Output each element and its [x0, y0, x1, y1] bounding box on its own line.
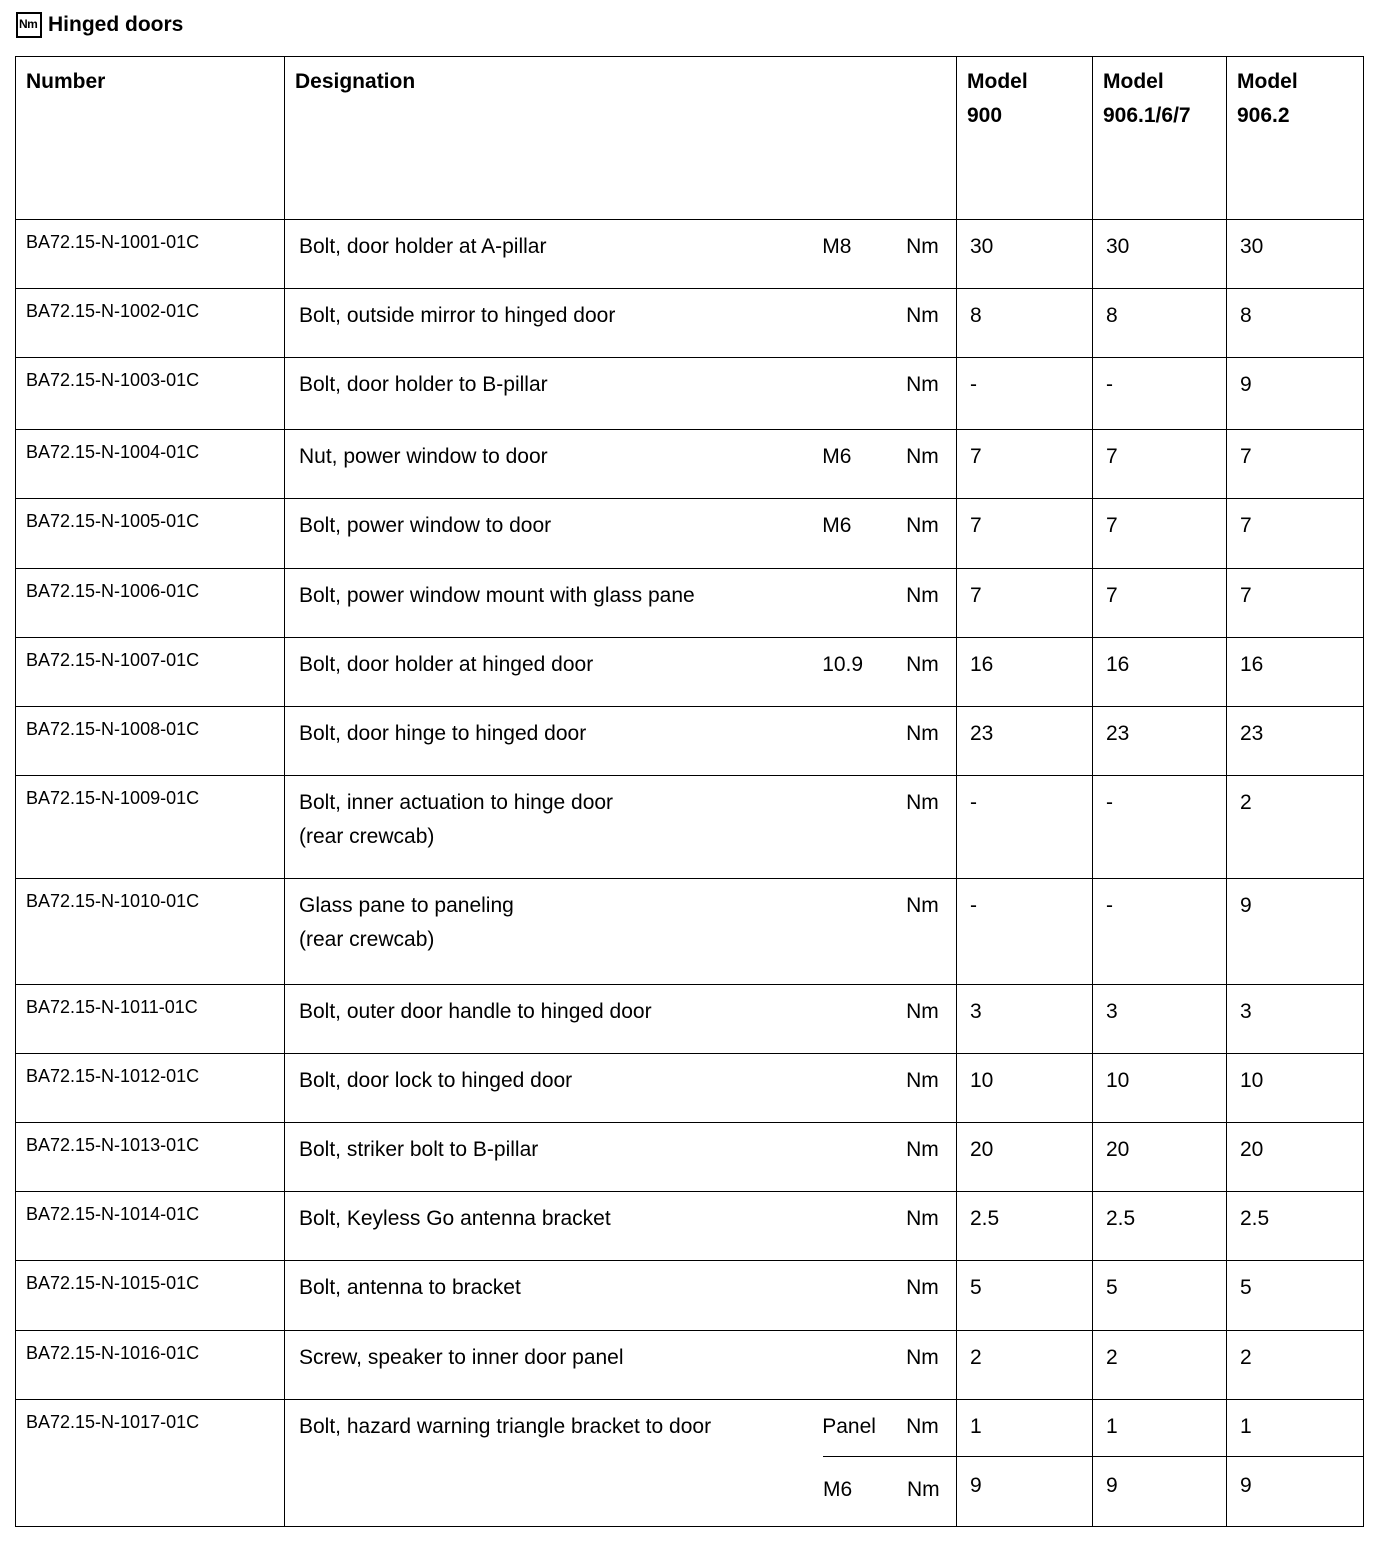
value-model-906-1-6-7: 7 — [1093, 569, 1227, 638]
designation — [285, 985, 957, 1054]
value-model-906-1-6-7: 2.5 — [1093, 1192, 1227, 1261]
part-number: BA72.15-N-1016-01C — [16, 1331, 285, 1400]
value-model-900: - — [957, 776, 1093, 879]
value-model-900: 5 — [957, 1261, 1093, 1331]
unit: Nm — [906, 235, 939, 258]
designation-text: Screw, speaker to inner door panel — [299, 1346, 624, 1369]
value-model-906-1-6-7: - — [1093, 879, 1227, 985]
designation-text: Bolt, door holder at hinged door — [299, 653, 594, 676]
designation — [285, 1331, 957, 1400]
part-number: BA72.15-N-1008-01C — [16, 707, 285, 776]
value-model-906-2: 23 — [1227, 707, 1364, 776]
unit: Nm — [906, 584, 939, 607]
designation — [285, 879, 957, 985]
designation-text: Bolt, door hinge to hinged door — [299, 722, 587, 745]
value-model-906-2: 7 — [1227, 499, 1364, 569]
table-row — [16, 289, 1364, 358]
designation-note: (rear crewcab) — [299, 825, 435, 848]
part-number: BA72.15-N-1012-01C — [16, 1054, 285, 1123]
torque-table — [15, 56, 1364, 1527]
unit: Nm — [906, 445, 939, 468]
designation — [285, 569, 957, 638]
unit: Nm — [906, 1138, 939, 1161]
table-row — [16, 638, 1364, 707]
designation-text: Bolt, power window mount with glass pane — [299, 584, 695, 607]
table-row — [16, 1400, 1364, 1527]
unit: Nm — [906, 722, 939, 745]
value-model-906-1-6-7: 8 — [1093, 289, 1227, 358]
part-number: BA72.15-N-1015-01C — [16, 1261, 285, 1331]
value-model-906-2: 9 — [1227, 879, 1364, 985]
designation — [285, 289, 957, 358]
value-model-900: 2 — [957, 1331, 1093, 1400]
table-row — [16, 707, 1364, 776]
value-model-906-1-6-7: 20 — [1093, 1123, 1227, 1192]
value-model-900: 3 — [957, 985, 1093, 1054]
table-row — [16, 985, 1364, 1054]
unit: Nm — [906, 653, 939, 676]
table-row — [16, 499, 1364, 569]
value-model-900: 23 — [957, 707, 1093, 776]
designation-text: Bolt, striker bolt to B-pillar — [299, 1138, 539, 1161]
designation — [285, 1123, 957, 1192]
value-model-906-2: 8 — [1227, 289, 1364, 358]
unit: Nm — [906, 1207, 939, 1230]
unit: Nm — [906, 1346, 939, 1369]
col-designation: Designation — [285, 57, 957, 220]
value-model-906-1-6-7: 7 — [1093, 430, 1227, 499]
thread-spec: M6 — [822, 514, 852, 537]
thread-spec: M6 — [822, 445, 852, 468]
title-text: Hinged doors — [48, 13, 184, 36]
part-number: BA72.15-N-1001-01C — [16, 220, 285, 289]
table-row — [16, 220, 1364, 289]
designation-text: Bolt, Keyless Go antenna bracket — [299, 1207, 611, 1230]
part-number: BA72.15-N-1004-01C — [16, 430, 285, 499]
value-model-906-2: 9 — [1227, 358, 1364, 430]
designation-note: (rear crewcab) — [299, 928, 435, 951]
value-model-906-2: 10 — [1227, 1054, 1364, 1123]
part-number: BA72.15-N-1003-01C — [16, 358, 285, 430]
thread-spec: M8 — [822, 235, 852, 258]
unit: Nm — [906, 1276, 939, 1299]
unit: Nm — [906, 1415, 939, 1438]
part-number: BA72.15-N-1013-01C — [16, 1123, 285, 1192]
designation — [285, 430, 957, 499]
col-number: Number — [16, 57, 285, 220]
designation — [285, 499, 957, 569]
table-row — [16, 430, 1364, 499]
value-model-906-2: 16 — [1227, 638, 1364, 707]
designation-text: Glass pane to paneling — [299, 894, 514, 917]
value-model-900: 1 9 — [957, 1400, 1093, 1527]
value-model-906-2: 2 — [1227, 1331, 1364, 1400]
table-row — [16, 879, 1364, 985]
value-model-906-2: 30 — [1227, 220, 1364, 289]
value-model-906-2: 7 — [1227, 569, 1364, 638]
col-model-906-1-6-7: Model 906.1/6/7 — [1093, 57, 1227, 220]
unit: Nm — [906, 894, 939, 917]
value-model-900: - — [957, 358, 1093, 430]
col-model-906-2: Model 906.2 — [1227, 57, 1364, 220]
table-row — [16, 1331, 1364, 1400]
designation — [285, 1192, 957, 1261]
designation-text: Bolt, door holder to B-pillar — [299, 373, 548, 396]
designation-text: Bolt, outer door handle to hinged door — [299, 1000, 652, 1023]
value-model-906-1-6-7: 7 — [1093, 499, 1227, 569]
designation — [285, 776, 957, 879]
value-model-900: 30 — [957, 220, 1093, 289]
designation-text: Bolt, hazard warning triangle bracket to door — [299, 1415, 712, 1438]
part-number: BA72.15-N-1002-01C — [16, 289, 285, 358]
unit: Nm — [906, 514, 939, 537]
table-row — [16, 1054, 1364, 1123]
value-model-900: 10 — [957, 1054, 1093, 1123]
value-model-906-1-6-7: 16 — [1093, 638, 1227, 707]
table-row — [16, 1123, 1364, 1192]
designation — [285, 220, 957, 289]
col-model-900: Model 900 — [957, 57, 1093, 220]
thread-spec: M6 — [823, 1478, 853, 1501]
value-model-906-1-6-7: 3 — [1093, 985, 1227, 1054]
part-number: BA72.15-N-1007-01C — [16, 638, 285, 707]
value-model-906-2: 2 — [1227, 776, 1364, 879]
value-model-900: 20 — [957, 1123, 1093, 1192]
designation-text: Nut, power window to door — [299, 445, 548, 468]
value-model-900: 7 — [957, 499, 1093, 569]
unit: Nm — [906, 1069, 939, 1092]
part-number: BA72.15-N-1011-01C — [16, 985, 285, 1054]
designation — [285, 1054, 957, 1123]
unit: Nm — [906, 791, 939, 814]
designation-text: Bolt, antenna to bracket — [299, 1276, 521, 1299]
unit: Nm — [907, 1478, 940, 1501]
table-row — [16, 358, 1364, 430]
value-model-900: 7 — [957, 569, 1093, 638]
value-model-900: 2.5 — [957, 1192, 1093, 1261]
designation-text: Bolt, outside mirror to hinged door — [299, 304, 616, 327]
value-model-906-1-6-7: 5 — [1093, 1261, 1227, 1331]
value-model-906-2: 7 — [1227, 430, 1364, 499]
value-model-900: 16 — [957, 638, 1093, 707]
torque-nm-icon: Nm — [16, 12, 42, 38]
thread-spec: Panel — [822, 1415, 876, 1438]
value-model-906-1-6-7: 1 9 — [1093, 1400, 1227, 1527]
unit: Nm — [906, 304, 939, 327]
value-model-906-1-6-7: 10 — [1093, 1054, 1227, 1123]
table-row — [16, 569, 1364, 638]
designation-text: Bolt, door lock to hinged door — [299, 1069, 573, 1092]
part-number: BA72.15-N-1005-01C — [16, 499, 285, 569]
part-number: BA72.15-N-1006-01C — [16, 569, 285, 638]
value-model-906-2: 2.5 — [1227, 1192, 1364, 1261]
designation — [285, 638, 957, 707]
value-model-900: - — [957, 879, 1093, 985]
part-number: BA72.15-N-1014-01C — [16, 1192, 285, 1261]
value-model-906-2: 20 — [1227, 1123, 1364, 1192]
table-row — [16, 776, 1364, 879]
value-model-906-1-6-7: - — [1093, 776, 1227, 879]
designation — [285, 707, 957, 776]
value-model-906-2: 3 — [1227, 985, 1364, 1054]
designation-text: Bolt, door holder at A-pillar — [299, 235, 547, 258]
unit: Nm — [906, 1000, 939, 1023]
part-number: BA72.15-N-1009-01C — [16, 776, 285, 879]
value-model-906-1-6-7: 2 — [1093, 1331, 1227, 1400]
page-title — [16, 8, 183, 42]
value-model-906-1-6-7: 30 — [1093, 220, 1227, 289]
thread-spec: 10.9 — [822, 653, 864, 676]
header-row — [16, 57, 1364, 220]
designation — [285, 1400, 957, 1527]
part-number: BA72.15-N-1017-01C — [16, 1400, 285, 1527]
value-model-900: 8 — [957, 289, 1093, 358]
unit: Nm — [906, 373, 939, 396]
designation — [285, 1261, 957, 1331]
part-number: BA72.15-N-1010-01C — [16, 879, 285, 985]
designation — [285, 358, 957, 430]
value-model-900: 7 — [957, 430, 1093, 499]
table-row — [16, 1261, 1364, 1331]
designation-text: Bolt, inner actuation to hinge door — [299, 791, 614, 814]
designation-text: Bolt, power window to door — [299, 514, 552, 537]
table-row — [16, 1192, 1364, 1261]
value-model-906-2: 5 — [1227, 1261, 1364, 1331]
value-model-906-1-6-7: - — [1093, 358, 1227, 430]
value-model-906-1-6-7: 23 — [1093, 707, 1227, 776]
value-model-906-2: 1 9 — [1227, 1400, 1364, 1527]
